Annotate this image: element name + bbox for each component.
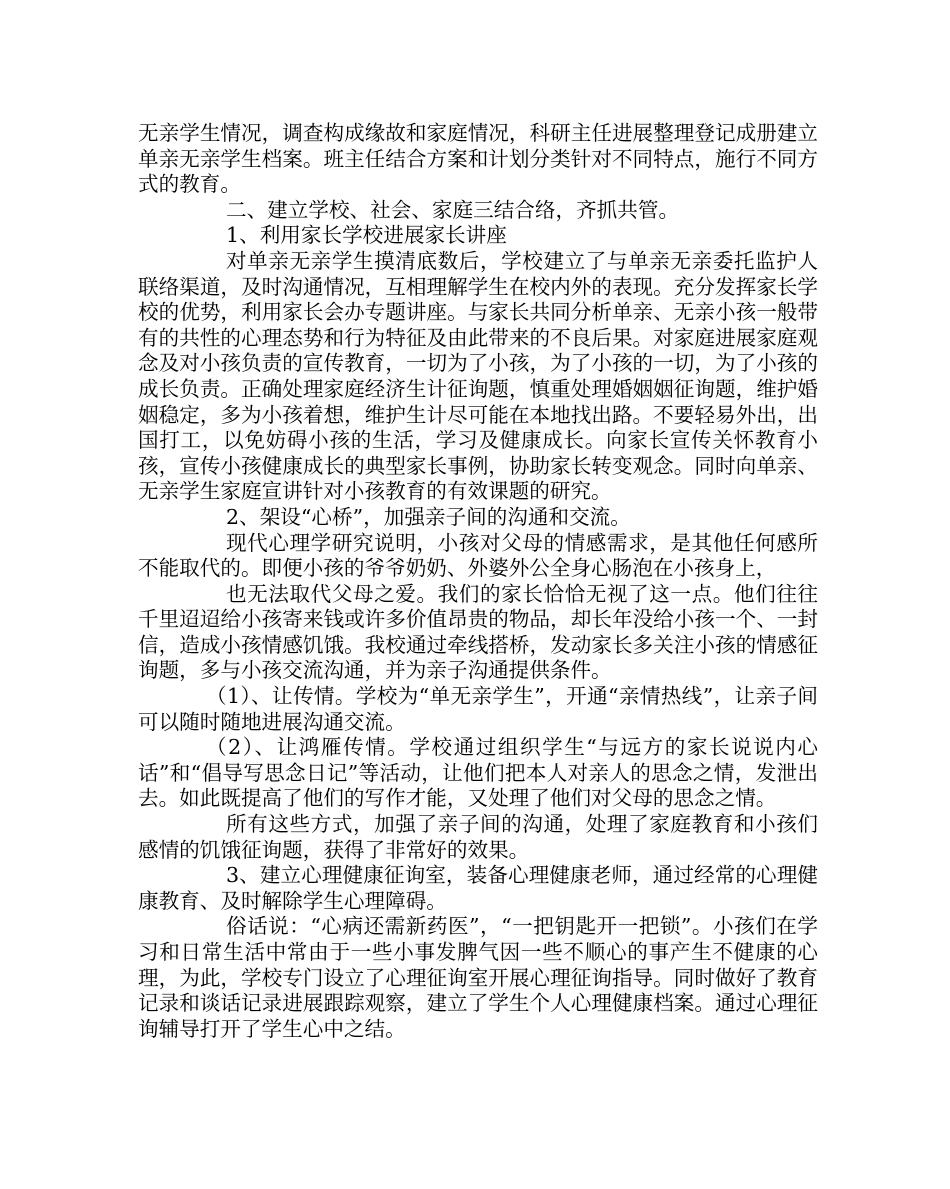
subheading-2: 2、架设“心桥”，加强亲子间的沟通和交流。 <box>226 504 631 529</box>
paragraph-summary: 所有这些方式，加强了亲子间的沟通，处理了家庭教育和小孩们感情的饥饿征询题，获得了非常好的效果。 <box>138 812 818 862</box>
paragraph-item-2: （2）、让鸿雁传情。学校通过组织学生“与远方的家长说说内心话”和“倡导写思念日记”等活动，让他们把本人对亲人的思念之情，发泄出去。如此既提高了他们的写作才能，又处理了他们对父母的思念之情。 <box>138 735 818 811</box>
section-heading-two: 二、建立学校、社会、家庭三结合络，齐抓共管。 <box>226 197 680 222</box>
subheading-1: 1、利用家长学校进展家长讲座 <box>226 223 507 248</box>
paragraph-parent-school: 对单亲无亲学生摸清底数后，学校建立了与单亲无亲委托监护人联络渠道，及时沟通情况，互相理解学生在校内外的表现。充分发挥家长学校的优势，利用家长会办专题讲座。与家长共同分析单亲、无亲小孩一般带有的共性的心理态势和行为特征及由此带来的不良后果。对家庭进展家庭观念及对小孩负责的宣传教育，一切为了小孩，为了小孩的一切，为了小孩的成长负责。正确处理家庭经济生计征询题，慎重处理婚姻姻征询题，维护婚姻稳定，多为小孩着想，维护生计尽可能在本地找出路。不要轻易外出，出国打工，以免妨碍小孩的生活，学习及健康成长。向家长宣传关怀教育小孩，宣传小孩健康成长的典型家长事例，协助家长转变观念。同时向单亲、无亲学生家庭宣讲针对小孩教育的有效课题的研究。 <box>138 248 818 504</box>
body-text <box>138 121 818 1042</box>
paragraph-item-1: （1）、让传情。学校为“单无亲学生”，开通“亲情热线”，让亲子间可以随时随地进展沟通交流。 <box>138 684 818 734</box>
paragraph-counseling: 俗话说：“心病还需新药医”，“一把钥匙开一把锁”。小孩们在学习和日常生活中常由于一些小事发脾气因一些不顺心的事产生不健康的心理，为此，学校专门设立了心理征询室开展心理征询指导。同时做好了教育记录和谈话记录进展跟踪观察，建立了学生个人心理健康档案。通过心理征询辅导打开了学生心中之结。 <box>138 914 818 1041</box>
paragraph-parents-love: 也无法取代父母之爱。我们的家长恰恰无视了这一点。他们往往千里迢迢给小孩寄来钱或许多价值昂贵的物品，却长年没给小孩一个、一封信，造成小孩情感饥饿。我校通过牵线搭桥，发动家长多关注小孩的情感征询题，多与小孩交流沟通，并为亲子沟通提供条件。 <box>138 581 818 683</box>
paragraph-psychology: 现代心理学研究说明，小孩对父母的情感需求，是其他任何感所不能取代的。即便小孩的爷爷奶奶、外婆外公全身心肠泡在小孩身上， <box>138 530 818 581</box>
paragraph-continuation: 无亲学生情况，调查构成缘故和家庭情况，科研主任进展整理登记成册建立单亲无亲学生档案。班主任结合方案和计划分类针对不同特点，施行不同方式的教育。 <box>138 121 818 197</box>
subheading-3: 3、建立心理健康征询室，装备心理健康老师，通过经常的心理健康教育、及时解除学生心理障碍。 <box>138 863 818 913</box>
